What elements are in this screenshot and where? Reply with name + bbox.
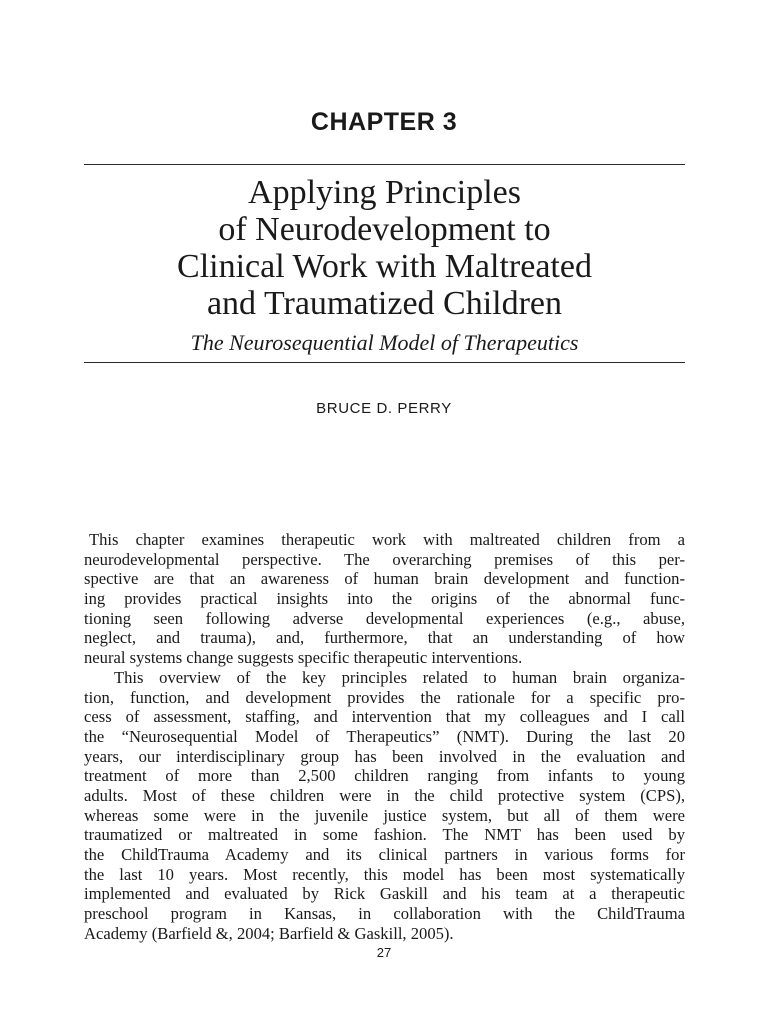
chapter-title-line: of Neurodevelopment to [218, 211, 551, 248]
body-line: treatment of more than 2,500 children ranging from infants to young [84, 766, 685, 786]
chapter-title-line: Clinical Work with Maltreated [177, 248, 592, 285]
chapter-title-line: and Traumatized Children [206, 285, 563, 322]
body-line: This chapter examines therapeutic work with maltreated children from a [89, 530, 685, 549]
body-line: the last 10 years. Most recently, this model has been most systematically [84, 864, 685, 884]
body-line: implemented and evaluated by Rick Gaskill and his team at a therapeutic [84, 884, 685, 904]
body-line: whereas some were in the juvenile justice system, but all of them were [84, 805, 685, 825]
body-line: Academy (Barfield &, 2004; Barfield & Gaskill, 2005). [84, 923, 454, 943]
body-line: spective are that an awareness of human brain development and function- [84, 569, 685, 589]
body-line: neural systems change suggests specific therapeutic interventions. [84, 648, 523, 668]
body-line: neglect, and trauma), and, furthermore, that an understanding of how [84, 628, 685, 648]
body-line: tioning seen following adverse developmental experiences (e.g., abuse, [84, 608, 685, 628]
body-line: tion, function, and development provides the rationale for a specific pro- [84, 687, 685, 707]
chapter-label: CHAPTER 3 [310, 108, 458, 136]
body-line: ing provides practical insights into the origins of the abnormal func- [84, 589, 685, 609]
body-line: traumatized or maltreated in some fashion. The NMT has been used by [84, 825, 685, 845]
body-text [84, 530, 685, 943]
body-line: cess of assessment, staffing, and intervention that my colleagues and I call [84, 707, 685, 727]
body-line: years, our interdisciplinary group has been involved in the evaluation and [84, 746, 685, 766]
chapter-title [84, 174, 685, 322]
chapter-title-line: Applying Principles [248, 174, 521, 211]
author-name: BRUCE D. PERRY [316, 400, 452, 417]
body-line: the ChildTrauma Academy and its clinical partners in various forms for [84, 845, 685, 864]
body-line: This overview of the key principles related to human brain organiza- [114, 667, 685, 687]
page-number: 27 [376, 945, 392, 960]
body-line: the “Neurosequential Model of Therapeutics” (NMT). During the last 20 [84, 726, 685, 746]
body-line: neurodevelopmental perspective. The overarching premises of this per- [84, 549, 685, 569]
body-line: adults. Most of these children were in the child protective system (CPS), [84, 785, 685, 805]
body-line: preschool program in Kansas, in collaboration with the ChildTrauma [84, 904, 685, 924]
chapter-subtitle: The Neurosequential Model of Therapeutics [190, 330, 579, 355]
title-top-rule [84, 164, 685, 165]
title-bottom-rule [84, 362, 685, 363]
